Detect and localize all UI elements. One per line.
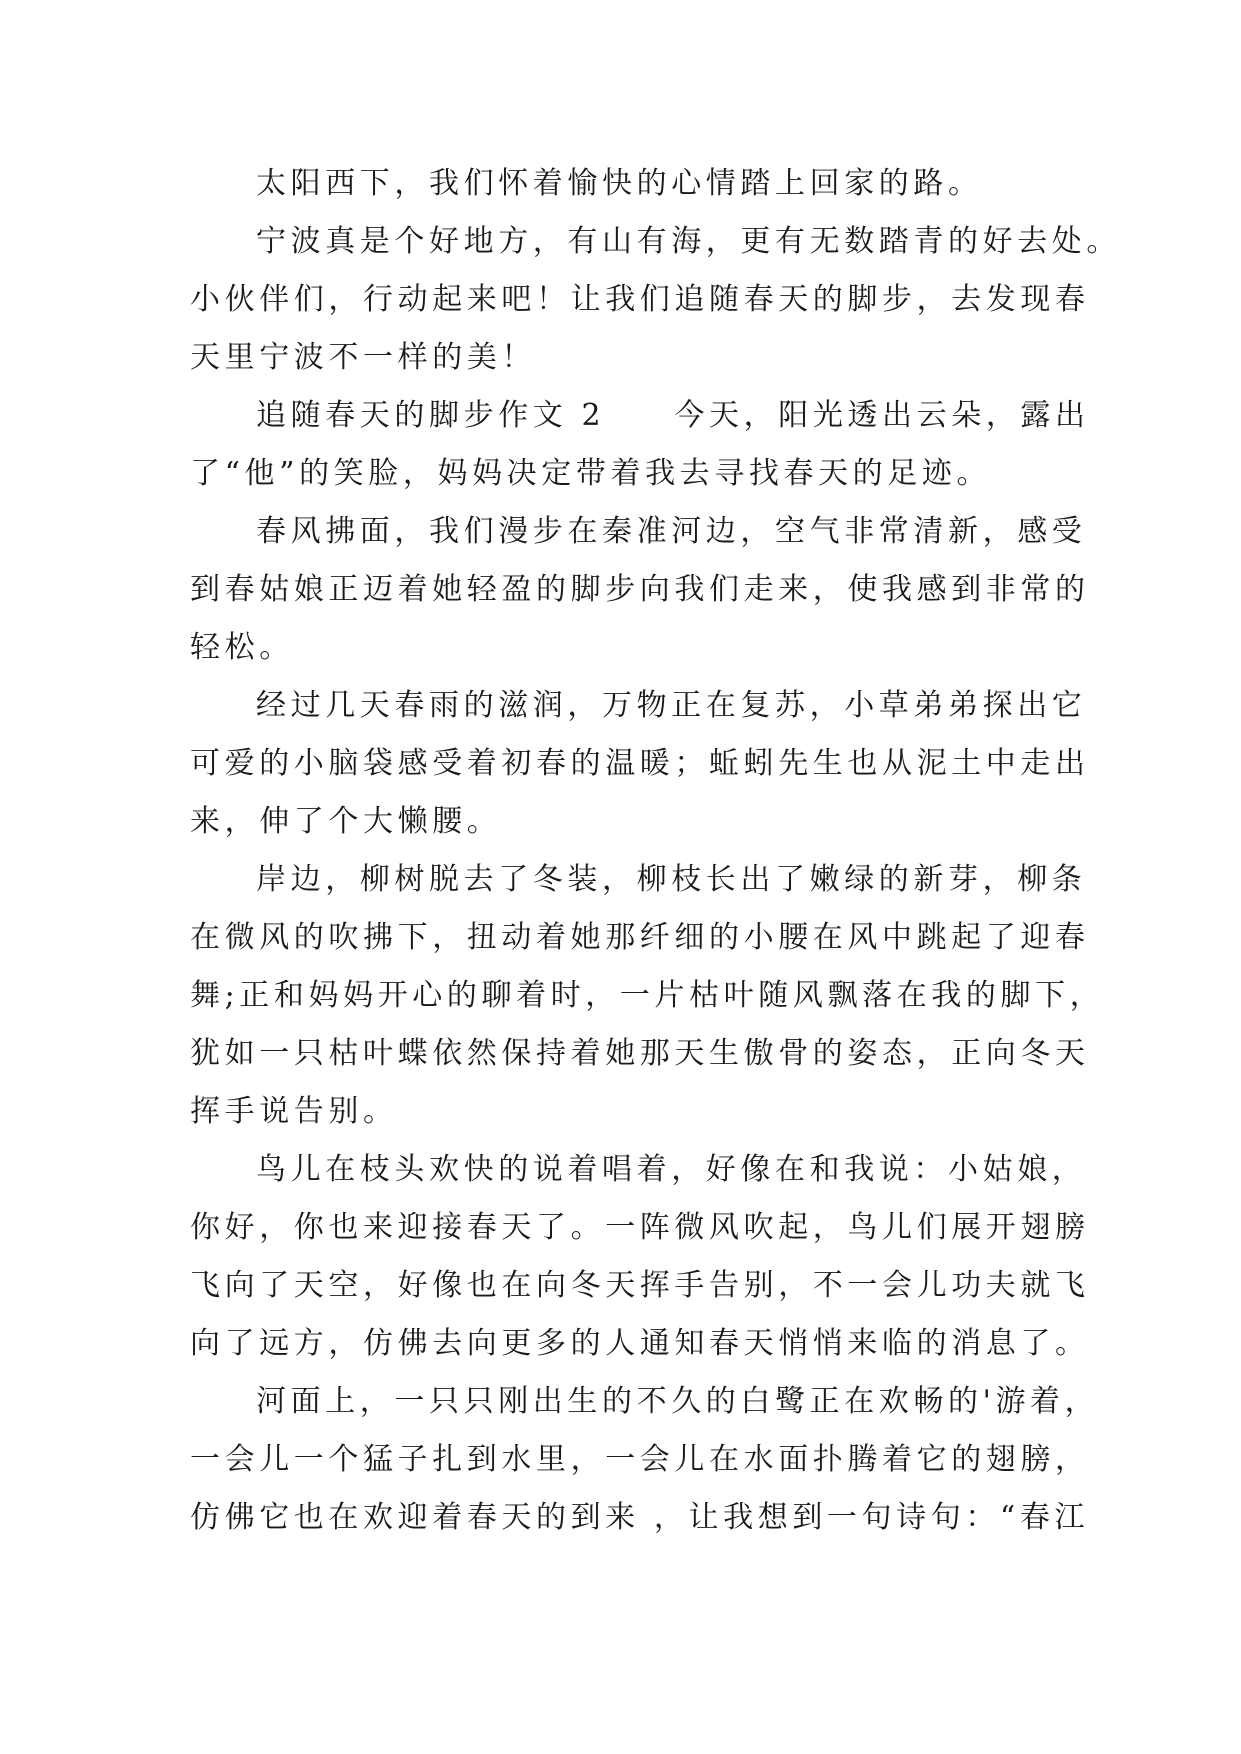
paragraph-line: 追随春天的脚步作文 2 今天，阳光透出云朵，露出 [256,398,1090,433]
paragraph-line: 太阳西下，我们怀着愉快的心情踏上回家的路。 [256,166,983,201]
paragraph-line: 经过几天春雨的滋润，万物正在复苏，小草弟弟探出它 [256,688,1087,723]
paragraph-line: 来，伸了个大懒腰。 [190,804,502,839]
paragraph-line: 一会儿一个猛子扎到水里，一会儿在水面扑腾着它的翅膀， [190,1442,1090,1477]
paragraph-line: 舞;正和妈妈开心的聊着时，一片枯叶随风飘落在我的脚下， [190,978,1105,1013]
paragraph-line: 宁波真是个好地方，有山有海，更有无数踏青的好去处。 [256,224,1121,259]
paragraph-line: 河面上，一只只刚出生的不久的白鹭正在欢畅的'游着， [256,1384,1100,1419]
paragraph-line: 向了远方，仿佛去向更多的人通知春天悄悄来临的消息了。 [190,1326,1090,1361]
paragraph-line: 到春姑娘正迈着她轻盈的脚步向我们走来，使我感到非常的 [190,572,1090,607]
paragraph-line: 在微风的吹拂下，扭动着她那纤细的小腰在风中跳起了迎春 [190,920,1090,955]
paragraph-line: 天里宁波不一样的美！ [190,340,536,375]
paragraph-line: 犹如一只枯叶蝶依然保持着她那天生傲骨的姿态，正向冬天 [190,1036,1090,1071]
paragraph-line: 岸边，柳树脱去了冬装，柳枝长出了嫩绿的新芽，柳条 [256,862,1087,897]
paragraph-line: 仿佛它也在欢迎着春天的到来 ，让我想到一句诗句：“春江 [190,1500,1090,1535]
paragraph-line: 鸟儿在枝头欢快的说着唱着，好像在和我说：小姑娘， [256,1152,1087,1187]
document-body [190,155,1121,1675]
paragraph-line: 小伙伴们，行动起来吧！让我们追随春天的脚步，去发现春 [190,282,1090,317]
paragraph-line: 春风拂面，我们漫步在秦准河边，空气非常清新，感受 [256,514,1087,549]
paragraph-line: 飞向了天空，好像也在向冬天挥手告别，不一会儿功夫就飞 [190,1268,1090,1303]
paragraph-line: 可爱的小脑袋感受着初春的温暖；蚯蚓先生也从泥土中走出 [190,746,1090,781]
paragraph-line: 了“他”的笑脸，妈妈决定带着我去寻找春天的足迹。 [190,456,992,491]
paragraph-line: 你好，你也来迎接春天了。一阵微风吹起，鸟儿们展开翅膀 [190,1210,1090,1245]
paragraph-line: 挥手说告别。 [190,1094,398,1129]
paragraph-line: 轻松。 [190,630,294,665]
